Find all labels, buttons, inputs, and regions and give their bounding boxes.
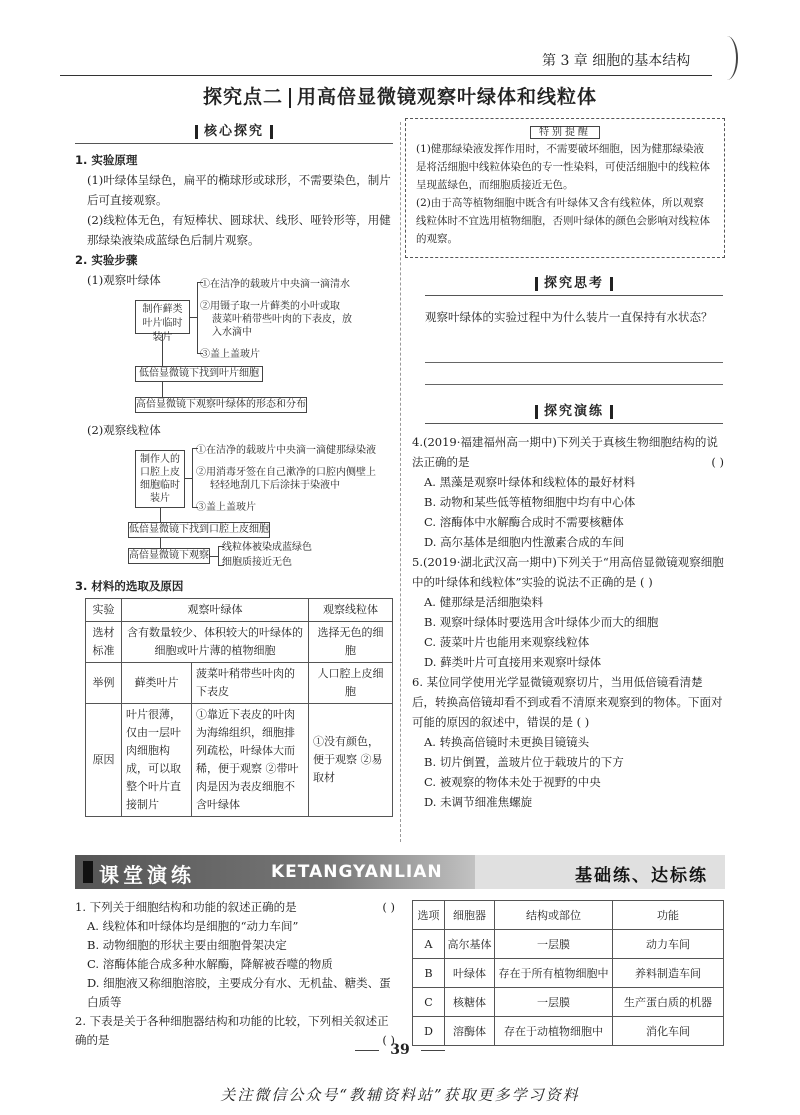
q6-answer-blank[interactable]: ( ) <box>576 715 590 729</box>
tip-p2: (2)由于高等植物细胞中既含有叶绿体又含有线粒体，所以观察线粒体时不宜选用植物细胞，否则叶绿体的颜色会影响对线粒体的观察。 <box>416 197 710 245</box>
q5-stem: 5.(2019·湖北武汉高一期中)下列关于“用高倍显微镜观察细胞中的叶绿体和线粒体”实验的说法不正确的是 <box>412 555 724 589</box>
steps-title: 2. 实验步骤 <box>75 253 138 267</box>
practice-banner <box>75 855 725 889</box>
flow1-step2c: 入水滴中 <box>212 327 252 338</box>
flow1-step2a: ②用镊子取一片藓类的小叶或取 <box>200 301 340 312</box>
flow2-step2a: ②用消毒牙签在自己漱净的口腔内侧壁上 <box>196 467 376 478</box>
flow2-step2b: 轻轻地刮几下后涂抹于染液中 <box>210 480 340 491</box>
flow2-result2: 细胞质接近无色 <box>222 557 292 568</box>
steps-sub1: (1)观察叶绿体 <box>87 273 161 287</box>
table-header-cell: 功能 <box>613 901 724 930</box>
table-cell: C <box>413 988 445 1017</box>
table-cell: A <box>413 930 445 959</box>
section-title-text: 用高倍显微镜观察叶绿体和线粒体 <box>297 86 598 108</box>
table-cell: 菠菜叶稍带些叶肉的下表皮 <box>192 663 309 704</box>
table-header-cell: 结构或部位 <box>495 901 613 930</box>
flow1-brace <box>197 282 203 354</box>
table-cell: 高尔基体 <box>445 930 495 959</box>
practice-banner-title: 课堂演练 <box>99 863 195 887</box>
flow2-high-power: 高倍显微镜下观察 <box>128 548 210 564</box>
q5 <box>412 552 724 592</box>
table-cell: 存在于动植物细胞中 <box>495 1017 613 1046</box>
q6-stem: 6. 某位同学使用光学显微镜观察切片，当用低倍镜看清楚后，转换高倍镜却看不到或看不清原来观察到的物体。下面对可能的原因的叙述中，错误的是 <box>412 675 723 729</box>
core-heading: 核心探究 <box>189 124 279 139</box>
principle-p1: (1)叶绿体呈绿色，扁平的椭球形或球形，不需要染色，制片后可直接观察。 <box>87 173 391 207</box>
table-cell: 动力车间 <box>613 930 724 959</box>
q4 <box>412 432 724 472</box>
table-cell: 举例 <box>86 663 122 704</box>
table-cell: 一层膜 <box>495 930 613 959</box>
flow1-step1: ①在洁净的载玻片中央滴一滴清水 <box>200 279 350 290</box>
table-cell: D <box>413 1017 445 1046</box>
flow2-step3: ③盖上盖玻片 <box>196 502 256 513</box>
table-row <box>86 622 393 663</box>
section-title-number: 探究点二 <box>202 86 283 108</box>
table-row <box>86 599 393 622</box>
q4-option-c: C. 溶酶体中水解酶合成时不需要核糖体 <box>424 515 624 529</box>
think-heading: 探究思考 <box>529 276 619 291</box>
table-row <box>86 663 393 704</box>
table-cell: 一层膜 <box>495 988 613 1017</box>
principle-title: 1. 实验原理 <box>75 153 138 167</box>
table-cell: 生产蛋白质的机器 <box>613 988 724 1017</box>
table-row <box>413 930 724 959</box>
table-row <box>413 988 724 1017</box>
tip-p1: (1)健那绿染液发挥作用时，不需要破坏细胞，因为健那绿染液是将活细胞中线粒体染色的专一性染料，可使活细胞中的线粒体呈现蓝绿色，而细胞质接近无色。 <box>416 143 710 191</box>
table-cell: 消化车间 <box>613 1017 724 1046</box>
section-title <box>0 82 800 109</box>
page-header <box>0 36 800 76</box>
practice-banner-pinyin: KETANGYANLIAN <box>271 862 443 882</box>
p1-stem: 1. 下列关于细胞结构和功能的叙述正确的是 <box>75 900 297 914</box>
table-cell: ①靠近下表皮的叶肉为海绵组织，细胞排列疏松，叶绿体大而稀，便于观察 ②带叶肉是因为表皮细胞不含叶绿体 <box>192 704 309 817</box>
q4-option-d: D. 高尔基体是细胞内性激素合成的车间 <box>424 535 625 549</box>
drill-heading-wrap <box>425 400 723 424</box>
q5-option-b: B. 观察叶绿体时要选用含叶绿体少而大的细胞 <box>424 615 659 629</box>
table-cell: 核糖体 <box>445 988 495 1017</box>
table-cell: 叶绿体 <box>445 959 495 988</box>
flow2-prep-box: 制作人的口腔上皮细胞临时装片 <box>135 450 185 508</box>
footer-watermark: 关注微信公众号“教辅资料站”获取更多学习资料 <box>220 1086 580 1104</box>
flow2-low-power: 低倍显微镜下找到口腔上皮细胞 <box>128 522 270 538</box>
q4-stem: 4.(2019·福建福州高一期中)下列关于真核生物细胞结构的说法正确的是 <box>412 435 718 469</box>
table-cell: ①没有颜色，便于观察 ②易取材 <box>309 704 393 817</box>
answer-line[interactable] <box>425 384 723 385</box>
material-title: 3. 材料的选取及原因 <box>75 579 184 593</box>
table-cell: 存在于所有植物细胞中 <box>495 959 613 988</box>
table-cell: 含有数量较少、体积较大的叶绿体的细胞或叶片薄的植物细胞 <box>122 622 309 663</box>
q6-option-a: A. 转换高倍镜时未更换目镜镜头 <box>424 735 590 749</box>
practice-questions <box>75 898 395 1050</box>
p2-stem: 2. 下表是关于各种细胞器结构和功能的比较，下列相关叙述正确的是 <box>75 1014 389 1047</box>
p1-option-b: B. 动物细胞的形状主要由细胞骨架决定 <box>87 938 287 952</box>
flow1-prep-box: 制作藓类叶片临时装片 <box>135 300 190 334</box>
column-divider <box>400 122 401 842</box>
header-curve-decoration <box>716 36 738 80</box>
q4-option-b: B. 动物和某些低等植物细胞中均有中心体 <box>424 495 636 509</box>
principle-section <box>75 150 393 290</box>
p1-option-d: D. 细胞液又称细胞溶胶，主要成分有水、无机盐、糖类、蛋白质等 <box>87 976 391 1009</box>
q5-answer-blank[interactable]: ( ) <box>640 575 653 589</box>
p1-option-c: C. 溶酶体能合成多种水解酶，降解被吞噬的物质 <box>87 957 333 971</box>
q5-option-a: A. 健那绿是活细胞染料 <box>424 595 544 609</box>
table-header-cell: 观察线粒体 <box>309 599 393 622</box>
answer-line[interactable] <box>425 362 723 363</box>
q6-option-c: C. 被观察的物体未处于视野的中央 <box>424 775 601 789</box>
table-cell: 人口腔上皮细胞 <box>309 663 393 704</box>
header-rule <box>60 75 712 76</box>
p2-answer-blank[interactable]: ( ) <box>382 1033 395 1047</box>
page-number: 39 <box>0 1042 800 1058</box>
flow1-high-power: 高倍显微镜下观察叶绿体的形态和分布 <box>135 397 307 413</box>
think-heading-wrap <box>425 272 723 296</box>
flow1-step3: ③盖上盖玻片 <box>200 349 260 360</box>
table-row <box>413 901 724 930</box>
q4-answer-blank[interactable]: ( ) <box>711 455 724 469</box>
q6-option-b: B. 切片倒置，盖玻片位于载玻片的下方 <box>424 755 624 769</box>
drill-questions <box>412 432 724 812</box>
title-divider <box>289 88 291 108</box>
q5-option-c: C. 菠菜叶片也能用来观察线粒体 <box>424 635 590 649</box>
steps-sub2: (2)观察线粒体 <box>87 423 161 437</box>
table-cell: 叶片很薄，仅由一层叶肉细胞构成，可以取整个叶片直接制片 <box>122 704 192 817</box>
practice-banner-subtitle: 基础练、达标练 <box>575 866 708 886</box>
material-table <box>85 598 393 817</box>
q6 <box>412 672 724 732</box>
think-question: 观察叶绿体的实验过程中为什么装片一直保持有水状态？ <box>425 310 713 324</box>
table-header-cell: 实验 <box>86 599 122 622</box>
tip-heading: 特别提醒 <box>530 126 600 139</box>
table-row <box>86 704 393 817</box>
flow2-step1: ①在洁净的载玻片中央滴一滴健那绿染液 <box>196 445 376 456</box>
chapter-title: 第 3 章 细胞的基本结构 <box>542 53 691 69</box>
table-cell: 选材标准 <box>86 622 122 663</box>
q5-option-d: D. 藓类叶片可直接用来观察叶绿体 <box>424 655 602 669</box>
drill-heading: 探究演练 <box>529 404 619 419</box>
flow2-result1: 线粒体被染成蓝绿色 <box>222 542 312 553</box>
organelle-table <box>412 900 724 1046</box>
flow1-low-power: 低倍显微镜下找到叶片细胞 <box>135 366 263 382</box>
table-cell: 选择无色的细胞 <box>309 622 393 663</box>
principle-p2: (2)线粒体无色，有短棒状、圆球状、线形、哑铃形等，用健那绿染液染成蓝绿色后制片观察。 <box>87 213 391 247</box>
table-row <box>413 959 724 988</box>
p1-option-a: A. 线粒体和叶绿体均是细胞的“动力车间” <box>87 919 299 933</box>
table-cell: 藓类叶片 <box>122 663 192 704</box>
table-cell: 养料制造车间 <box>613 959 724 988</box>
p1-answer-blank[interactable]: ( ) <box>382 900 395 914</box>
table-header-cell: 观察叶绿体 <box>122 599 309 622</box>
q4-option-a: A. 黑藻是观察叶绿体和线粒体的最好材料 <box>424 475 636 489</box>
p1 <box>75 898 395 917</box>
q6-option-d: D. 未调节细准焦螺旋 <box>424 795 533 809</box>
flow1-step2b: 菠菜叶稍带些叶肉的下表皮，放 <box>212 314 352 325</box>
tip-box <box>405 118 725 258</box>
table-header-cell: 细胞器 <box>445 901 495 930</box>
table-cell: B <box>413 959 445 988</box>
table-header-cell: 选项 <box>413 901 445 930</box>
core-heading-wrap <box>75 120 393 144</box>
table-cell: 原因 <box>86 704 122 817</box>
table-cell: 溶酶体 <box>445 1017 495 1046</box>
